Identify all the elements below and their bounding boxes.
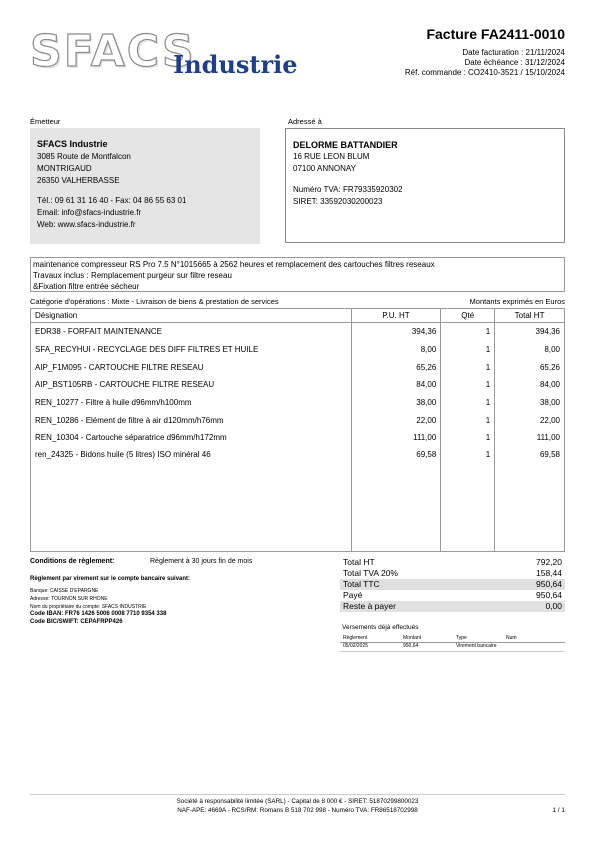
paid-row (340, 590, 565, 601)
account-owner: Nom du propriétaire du compte: SFACS INDUSTRIE (30, 604, 147, 610)
header-total: Total HT (495, 309, 565, 323)
table-row (31, 376, 565, 394)
emitter-name: SFACS Industrie (37, 139, 108, 149)
paid-value: 950,64 (536, 590, 562, 600)
recipient-label: Adressé à (288, 117, 322, 126)
invoice-description (30, 257, 565, 292)
table-row (31, 411, 565, 429)
total-ht-label: Total HT (343, 557, 375, 567)
paid-label: Payé (343, 590, 363, 600)
table-row (31, 323, 565, 341)
footer-legal-line: NAF-APE: 4669A - RCS/RM: Romans B 518 702 998 - Numéro TVA: FR86518702998 (177, 807, 418, 814)
emitter-address-line: MONTRIGAUD (37, 164, 92, 173)
cell-quantity: 1 (441, 429, 495, 447)
recipient-siret: SIRET: 33592030200023 (293, 197, 383, 206)
cell-designation: ren_24325 - Bidons huile (5 litres) ISO minéral 46 (31, 447, 352, 552)
payment-amount: 950,64 (403, 643, 419, 649)
cell-designation: REN_10286 - Elément de filtre à air d120mm/h76mm (31, 411, 352, 429)
balance-due-row (340, 601, 565, 612)
payments-header-amount: Montant (403, 635, 422, 641)
cell-designation: REN_10304 - Cartouche séparatrice d96mm/h172mm (31, 429, 352, 447)
cell-total: 38,00 (495, 394, 565, 412)
cell-designation: AIP_F1M095 - CARTOUCHE FILTRE RESEAU (31, 358, 352, 376)
emitter-email: Email: info@sfacs-industrie.fr (37, 208, 142, 217)
cell-total: 111,00 (495, 429, 565, 447)
payments-header (340, 635, 565, 643)
footer-divider (30, 794, 565, 795)
payments-header-date: Règlement (343, 635, 368, 641)
total-tva-row (340, 568, 565, 579)
emitter-address-line: 26350 VALHERBASSE (37, 176, 120, 185)
recipient-vat: Numéro TVA: FR79335920302 (293, 185, 403, 194)
header-quantity: Qté (441, 309, 495, 323)
invoice-due-date: Date échéance : 31/12/2024 (464, 58, 565, 67)
currency-note: Montants exprimés en Euros (469, 297, 565, 306)
emitter-box (30, 128, 260, 244)
page-number: 1 / 1 (552, 807, 565, 814)
cell-total: 22,00 (495, 411, 565, 429)
cell-designation: AIP_BST105RB - CARTOUCHE FILTRE RESEAU (31, 376, 352, 394)
invoice-title: Facture FA2411-0010 (426, 26, 565, 42)
total-ttc-value: 950,64 (536, 579, 562, 589)
table-row (31, 394, 565, 412)
emitter-phone: Tél.: 09 61 31 16 40 - Fax: 04 86 55 63 01 (37, 196, 187, 205)
description-line: &Fixation filtre entrée sécheur (33, 282, 140, 291)
total-ttc-row (340, 579, 565, 590)
total-tva-value: 158,44 (536, 568, 562, 578)
emitter-address-line: 3085 Route de Montfalcon (37, 152, 131, 161)
cell-quantity: 1 (441, 376, 495, 394)
cell-unit-price: 394,36 (351, 323, 441, 341)
balance-due-label: Reste à payer (343, 601, 396, 611)
table-row (31, 429, 565, 447)
company-logo-subtitle: Industrie (173, 50, 298, 79)
payment-type: Virement bancaire (456, 643, 497, 649)
recipient-box (285, 128, 565, 243)
cell-quantity: 1 (441, 394, 495, 412)
payments-header-num: Num (506, 635, 517, 641)
total-ttc-label: Total TTC (343, 579, 380, 589)
cell-quantity: 1 (441, 358, 495, 376)
order-reference: Réf. commande : CO2410-3521 / 15/10/2024 (404, 68, 565, 77)
header-designation: Désignation (31, 309, 352, 323)
total-tva-label: Total TVA 20% (343, 568, 398, 578)
payments-header-type: Type (456, 635, 467, 641)
payment-row (340, 643, 565, 652)
bank-name: Banque: CAISSE D'EPARGNE (30, 588, 99, 594)
bank-transfer-title: Règlement par virement sur le compte bancaire suivant: (30, 576, 191, 582)
cell-unit-price: 84,00 (351, 376, 441, 394)
footer-legal-line: Société à responsabilité limitée (SARL) - Capital de 8 000 € - SIRET: 51870299800023 (176, 798, 419, 805)
cell-quantity: 1 (441, 411, 495, 429)
cell-designation: SFA_RECYHUI - RECYCLAGE DES DIFF FILTRES ET HUILE (31, 341, 352, 359)
cell-designation: EDR38 - FORFAIT MAINTENANCE (31, 323, 352, 341)
bank-address: Adresse: TOURNON SUR RHONE (30, 596, 108, 602)
invoice-date: Date facturation : 21/11/2024 (462, 48, 565, 57)
total-ht-row (340, 557, 565, 568)
cell-unit-price: 22,00 (351, 411, 441, 429)
cell-total: 84,00 (495, 376, 565, 394)
balance-due-value: 0,00 (545, 601, 562, 611)
cell-designation: REN_10277 - Filtre à huile d96mm/h100mm (31, 394, 352, 412)
cell-total: 65,26 (495, 358, 565, 376)
cell-unit-price: 69,58 (351, 447, 441, 552)
company-logo-mark: SFACS (30, 26, 196, 77)
recipient-name: DELORME BATTANDIER (293, 140, 398, 150)
iban: Code IBAN: FR76 1426 5006 0008 7710 9354 338 (30, 611, 167, 617)
cell-unit-price: 65,26 (351, 358, 441, 376)
header-unit-price: P.U. HT (351, 309, 441, 323)
recipient-address-line: 16 RUE LEON BLUM (293, 152, 370, 161)
cell-unit-price: 38,00 (351, 394, 441, 412)
cell-unit-price: 8,00 (351, 341, 441, 359)
items-table (30, 308, 565, 552)
cell-total: 69,58 (495, 447, 565, 552)
total-ht-value: 792,20 (536, 557, 562, 567)
cell-quantity: 1 (441, 341, 495, 359)
cell-quantity: 1 (441, 447, 495, 552)
emitter-label: Émetteur (30, 117, 61, 126)
payment-terms-label: Conditions de règlement: (30, 558, 115, 565)
payments-title: Versements déjà effectués (342, 624, 419, 631)
table-row (31, 358, 565, 376)
operation-category: Catégorie d'opérations : Mixte - Livraison de biens & prestation de services (30, 297, 279, 306)
cell-quantity: 1 (441, 323, 495, 341)
table-header-row (31, 309, 565, 323)
bic: Code BIC/SWIFT: CEPAFRPP426 (30, 619, 123, 625)
cell-total: 8,00 (495, 341, 565, 359)
recipient-address-line: 07100 ANNONAY (293, 164, 356, 173)
table-row (31, 341, 565, 359)
cell-total: 394,36 (495, 323, 565, 341)
description-line: maintenance compresseur RS Pro 7.5 N°1015665 à 2562 heures et remplacement des cartouches filtres reseaux (33, 260, 435, 269)
emitter-web: Web: www.sfacs-industrie.fr (37, 220, 136, 229)
payment-date: 05/02/2025 (343, 643, 369, 649)
table-row (31, 447, 565, 552)
cell-unit-price: 111,00 (351, 429, 441, 447)
description-line: Travaux inclus : Remplacement purgeur sur filtre reseau (33, 271, 232, 280)
payment-terms-value: Règlement à 30 jours fin de mois (150, 558, 253, 565)
